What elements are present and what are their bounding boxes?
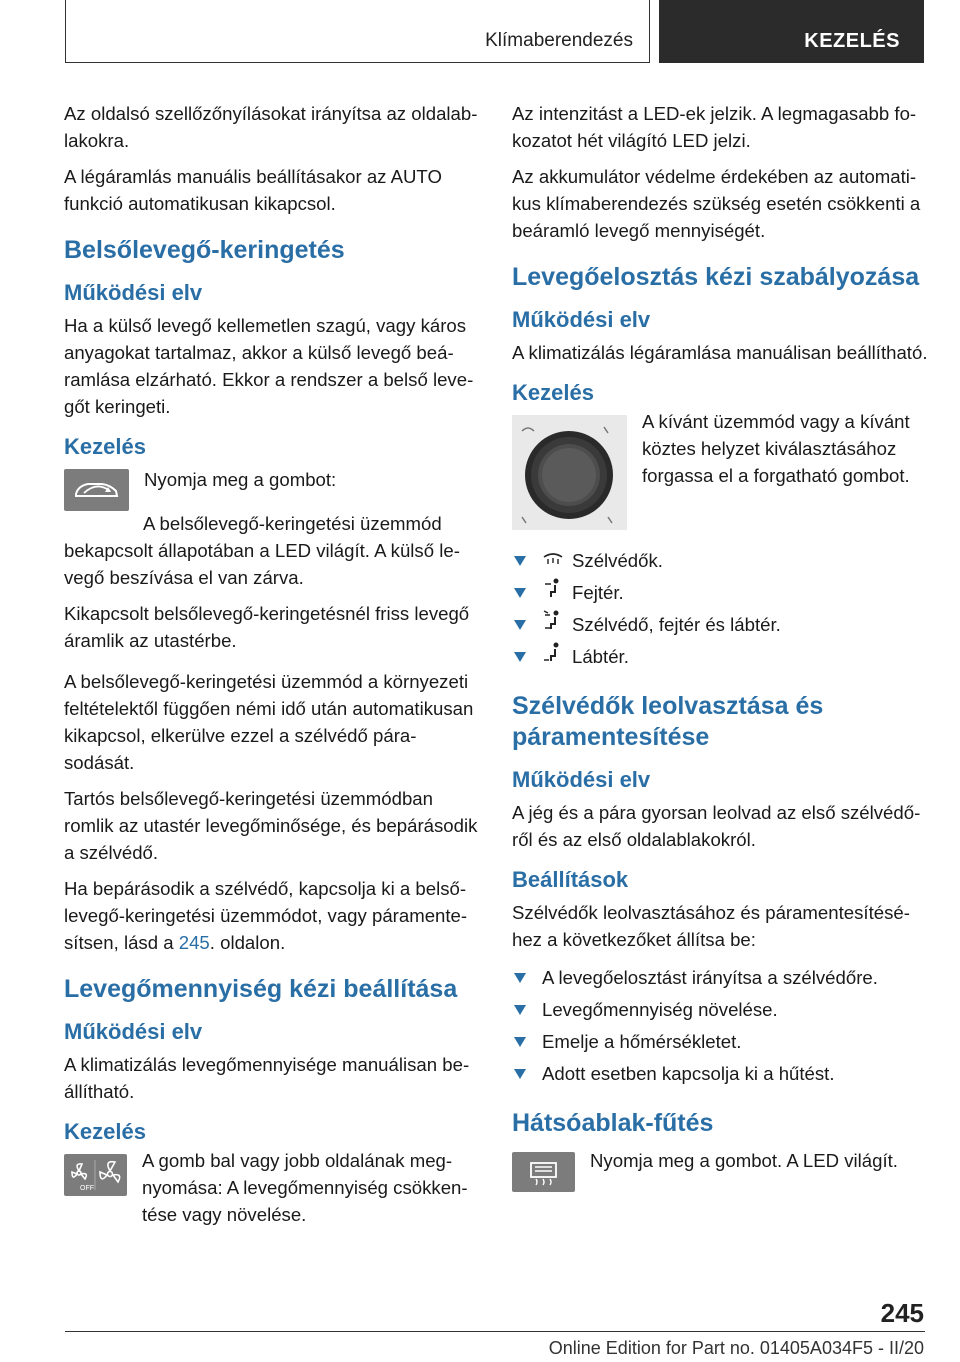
defrost-list [512,962,928,1090]
windshield-head-foot-icon [542,609,564,641]
paragraph: Nyomja meg a gombot: [144,469,337,490]
rear-defrost-control-block [512,1149,928,1197]
paragraph: Kikapcsolt belsőlevegő-keringetésnél friss levegő áramlik az utastérbe. [64,603,470,651]
list-item [512,994,928,1026]
paragraph: A klimatizálás levegőmennyisége manuálisan beállítható. [64,1054,470,1102]
paragraph: Nyomja meg a gombot. A LED világít. [590,1150,898,1171]
distribution-control-block [512,412,928,535]
subheading-operation: Kezelés [64,434,146,459]
paragraph: Ha a külső levegő kellemetlen szagú, vagy káros anyagokat tartalmaz, akkor a külső levegő beáramlása elzárható. Ekkor a rendszer a belső levegőt keringeti. [64,315,474,417]
bullet-triangle-icon [514,652,526,662]
paragraph: A jég és a pára gyorsan leolvad az első szélvédőről és az első oldalablakokról. [512,802,921,850]
bullet-triangle-icon [514,1037,526,1047]
bullet-triangle-icon [514,588,526,598]
paragraph: A gomb bal vagy jobb oldalának megnyomása: A levegőmennyiség csökkentése vagy növelése. [142,1150,468,1225]
paragraph: A légáramlás manuális beállításakor az AUTO funkció automatikusan kikapcsol. [64,166,442,214]
paragraph: Az akkumulátor védelme érdekében az automatikus klímaberendezés szükség esetén csökkenti a beáramló levegő mennyiségét. [512,166,921,241]
paragraph: Az intenzitást a LED-ek jelzik. A legmagasabb fokozatot hét világító LED jelzi. [512,103,917,151]
subheading-settings: Beállítások [512,867,629,892]
edition-note: Online Edition for Part no. 01405A034F5 - II/20 [548,1338,924,1358]
list-item [512,609,928,641]
list-item-label: Szélvédők. [572,550,663,571]
list-item [512,1026,928,1058]
recirc-control-block [64,466,480,516]
heading-defrost: Szélvédők leolvasztása és páramentesítése [512,692,824,751]
list-item [512,1058,928,1090]
heading-rear-defrost: Hátsóablak-fűtés [512,1109,714,1137]
list-item-label: A levegőelosztást irányítsa a szélvédőre. [542,967,878,988]
paragraph-with-link [64,875,480,956]
page-number: 245 [880,1298,924,1328]
text: Ha bepárásodik a szélvédő, kapcsolja ki a belsőlevegő-keringetési üzemmódot, vagy páramentesítsen, lásd a [64,878,468,953]
subheading-operation: Kezelés [64,1119,146,1144]
subheading-operation: Kezelés [512,380,594,405]
left-column [64,100,480,1238]
header-topic: Klímaberendezés [485,30,633,51]
list-item [512,545,928,577]
header-section-tab [659,0,924,63]
bullet-triangle-icon [514,556,526,566]
fan-button-icon [64,1154,127,1232]
windshield-icon [542,545,564,577]
subheading-principle: Működési elv [512,767,651,792]
bullet-triangle-icon [514,973,526,983]
distribution-list [512,545,928,673]
distribution-knob-icon [512,415,627,535]
bullet-triangle-icon [514,1069,526,1079]
bullet-triangle-icon [514,620,526,630]
heading-distribution: Levegőelosztás kézi szabályozása [512,263,920,291]
foot-icon [542,641,564,673]
footer-rule [65,1331,925,1332]
list-item [512,641,928,673]
svg-text:OFF: OFF [80,1185,94,1192]
subheading-principle: Működési elv [64,280,203,305]
bullet-triangle-icon [514,1005,526,1015]
page-link[interactable]: 245 [178,932,210,953]
list-item-label: Emelje a hőmérsékletet. [542,1031,742,1052]
airflow-control-block [64,1151,480,1232]
list-item-label: Adott esetben kapcsolja ki a hűtést. [542,1063,835,1084]
list-item [512,577,928,609]
list-item-label: Fejtér. [572,582,624,603]
list-item-label: Lábtér. [572,646,629,667]
header-section-label: KEZELÉS [804,30,900,52]
text: . oldalon. [209,932,286,953]
paragraph: A belsőlevegő-keringetési üzemmód a környezeti feltételektől függően némi idő után automatikusan kikapcsol, elkerülve ezzel a szélvédő párasodását. [64,671,474,773]
list-item-label: Szélvédő, fejtér és lábtér. [572,614,781,635]
heading-recirculation: Belsőlevegő-keringetés [64,236,345,264]
heading-airflow: Levegőmennyiség kézi beállítása [64,975,458,1003]
paragraph: A klimatizálás légáramlása manuálisan beállítható. [512,342,928,363]
header-topic-box [65,0,650,63]
recirculation-button-icon [64,469,129,516]
paragraph: A kívánt üzemmód vagy a kívánt köztes helyzet kiválasztásához forgassa el a forgatható gombot. [642,411,910,486]
list-item-label: Levegőmennyiség növelése. [542,999,778,1020]
head-icon [542,577,564,609]
paragraph: A belsőlevegő-keringetési üzemmód bekapcsolt állapotában a LED világít. A külső levegő beszívása el van zárva. [64,513,460,588]
paragraph: Tartós belsőlevegő-keringetési üzemmódban romlik az utastér levegőminősége, és bepárásodik a szélvédő. [64,788,478,863]
right-column [512,100,928,1203]
list-item [512,962,928,994]
rear-defrost-button-icon [512,1152,575,1197]
paragraph: Szélvédők leolvasztásához és páramentesítéséhez a következőket állítsa be: [512,902,910,950]
subheading-principle: Működési elv [64,1019,203,1044]
paragraph: Az oldalsó szellőzőnyílásokat irányítsa az oldalablakokra. [64,103,478,151]
subheading-principle: Működési elv [512,307,651,332]
